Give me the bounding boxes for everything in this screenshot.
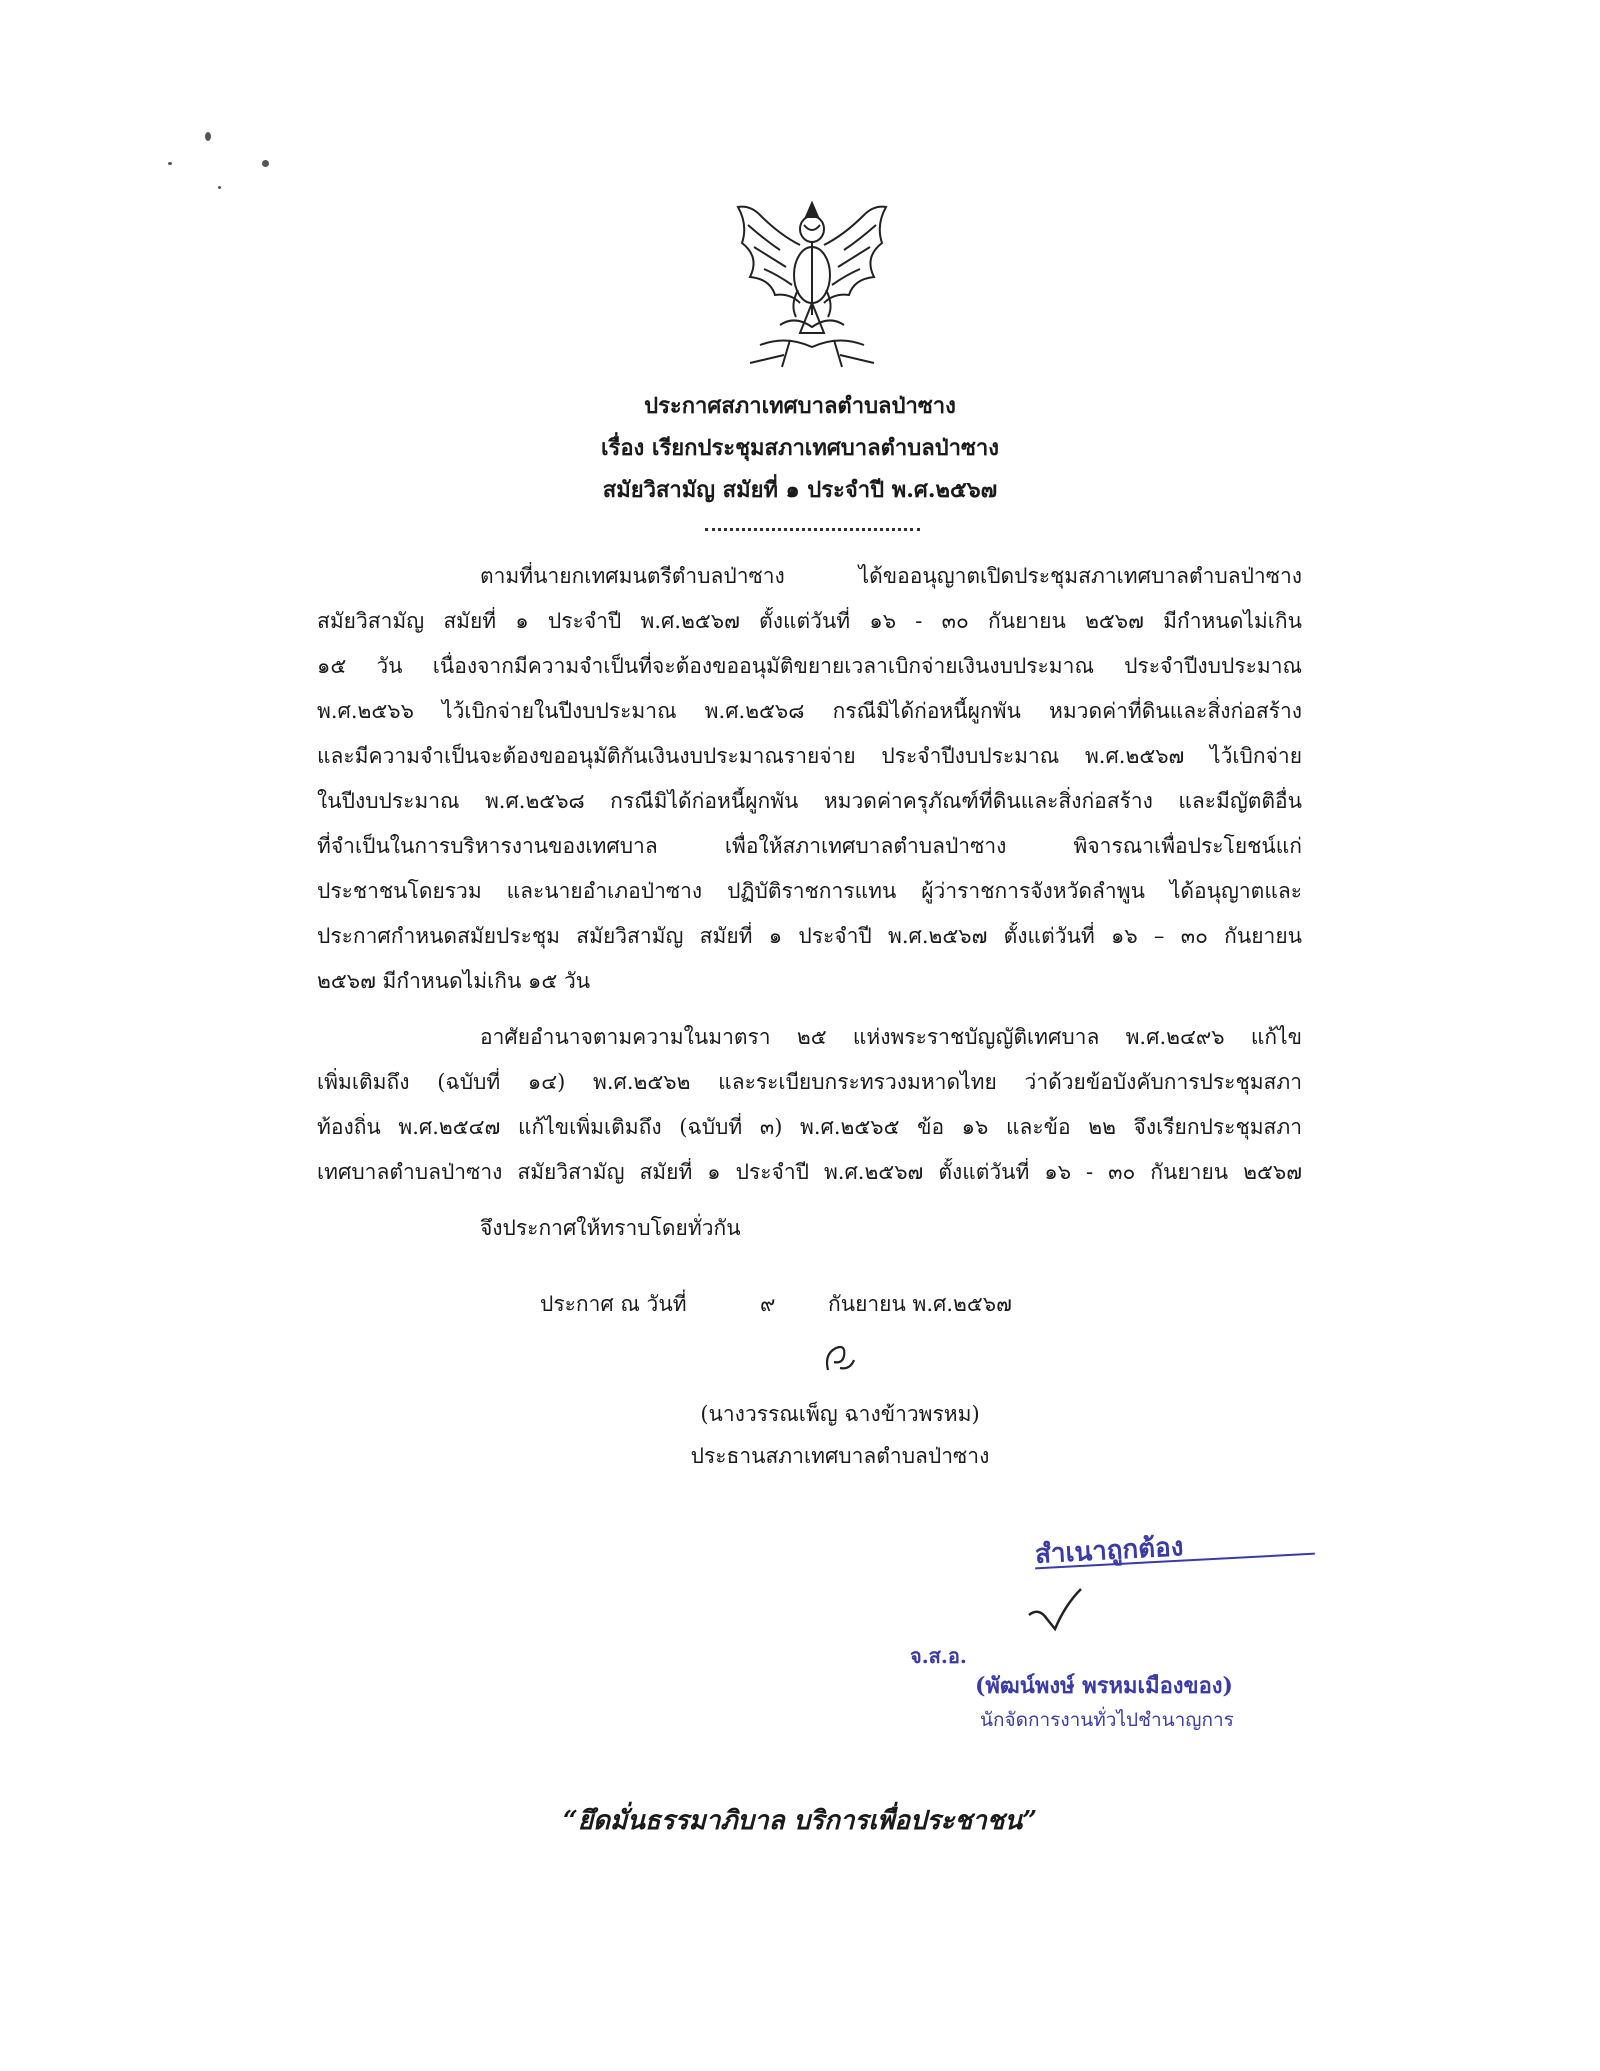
paragraph-line: และมีความจำเป็นจะต้องขออนุมัติกันเงินงบประมาณรายจ่าย ประจำปีงบประมาณ พ.ศ.๒๕๖๗ ไว้เบิกจ่าย [317,744,1302,768]
announcement-date-label: ประกาศ ณ วันที่ [540,1292,687,1316]
certifier-initials: จ.ส.อ. [910,1644,967,1668]
certifier-position: นักจัดการงานทั่วไปชำนาญการ [980,1709,1234,1731]
paragraph-line: ในปีงบประมาณ พ.ศ.๒๕๖๘ กรณีมิได้ก่อหนี้ผูกพัน หมวดค่าครุภัณฑ์ที่ดินและสิ่งก่อสร้าง และมีญัตติอื่น [317,789,1302,813]
signatory-name: (นางวรรณเพ็ญ ฉางข้าวพรหม) [700,1402,980,1426]
scan-smudge [262,160,269,167]
paragraph-line: ที่จำเป็นในการบริหารงานของเทศบาล เพื่อให้สภาเทศบาลตำบลป่าซาง พิจารณาเพื่อประโยชน์แก่ [317,834,1302,858]
announcement-title: ประกาศสภาเทศบาลตำบลป่าซาง [644,393,956,419]
announcement-session: สมัยวิสามัญ สมัยที่ ๑ ประจำปี พ.ศ.๒๕๖๗ [602,477,998,503]
announcement-subject: เรื่อง เรียกประชุมสภาเทศบาลตำบลป่าซาง [600,435,1000,461]
garuda-emblem-icon [720,195,905,375]
announcement-date-month-year: กันยายน พ.ศ.๒๕๖๗ [828,1292,1012,1316]
scan-smudge [218,186,221,189]
paragraph-line: ๒๕๖๗ มีกำหนดไม่เกิน ๑๕ วัน [317,969,591,993]
footer-slogan: “ยึดมั่นธรรมาภิบาล บริการเพื่อประชาชน” [562,1806,1038,1836]
title-separator [705,528,920,531]
closing-statement: จึงประกาศให้ทราบโดยทั่วกัน [480,1216,741,1240]
paragraph-line: สมัยวิสามัญ สมัยที่ ๑ ประจำปี พ.ศ.๒๕๖๗ ตั้งแต่วันที่ ๑๖ - ๓๐ กันยายน ๒๕๖๗ มีกำหนดไม่เกิน [317,609,1302,633]
paragraph-line: ตามที่นายกเทศมนตรีตำบลป่าซาง ได้ขออนุญาตเปิดประชุมสภาเทศบาลตำบลป่าซาง [480,564,1302,588]
signatory-position: ประธานสภาเทศบาลตำบลป่าซาง [690,1444,990,1468]
paragraph-line: พ.ศ.๒๕๖๖ ไว้เบิกจ่ายในปีงบประมาณ พ.ศ.๒๕๖๘ กรณีมิได้ก่อหนี้ผูกพัน หมวดค่าที่ดินและสิ่งก่อสร้าง [317,699,1302,723]
scan-smudge [205,132,211,141]
paragraph-line: ประกาศกำหนดสมัยประชุม สมัยวิสามัญ สมัยที่ ๑ ประจำปี พ.ศ.๒๕๖๗ ตั้งแต่วันที่ ๑๖ – ๓๐ กันยายน [317,924,1302,948]
paragraph-line: เทศบาลตำบลป่าซาง สมัยวิสามัญ สมัยที่ ๑ ประจำปี พ.ศ.๒๕๖๗ ตั้งแต่วันที่ ๑๖ - ๓๐ กันยายน ๒๕๖๗ [317,1160,1302,1184]
paragraph-line: เพิ่มเติมถึง (ฉบับที่ ๑๔) พ.ศ.๒๕๖๒ และระเบียบกระทรวงมหาดไทย ว่าด้วยข้อบังคับการประชุมสภา [317,1070,1302,1094]
paragraph-line: ท้องถิ่น พ.ศ.๒๕๔๗ แก้ไขเพิ่มเติมถึง (ฉบับที่ ๓) พ.ศ.๒๕๖๕ ข้อ ๑๖ และข้อ ๒๒ จึงเรียกประชุมสภา [317,1115,1302,1139]
chair-signature [820,1340,860,1380]
scan-smudge [168,162,172,165]
certifier-signature [1025,1585,1105,1645]
paragraph-line: ประชาชนโดยรวม และนายอำเภอป่าซาง ปฏิบัติราชการแทน ผู้ว่าราชการจังหวัดลำพูน ได้อนุญาตและ [317,879,1302,903]
announcement-date-day: ๙ [760,1292,776,1316]
certifier-name: (พัฒน์พงษ์ พรหมเมืองของ) [975,1673,1233,1699]
certified-copy-stamp: สำเนาถูกต้อง [1034,1532,1185,1570]
paragraph-line: อาศัยอำนาจตามความในมาตรา ๒๕ แห่งพระราชบัญญัติเทศบาล พ.ศ.๒๔๙๖ แก้ไข [480,1025,1302,1049]
paragraph-line: ๑๕ วัน เนื่องจากมีความจำเป็นที่จะต้องขออนุมัติขยายเวลาเบิกจ่ายเงินงบประมาณ ประจำปีงบประมาณ [317,654,1302,678]
